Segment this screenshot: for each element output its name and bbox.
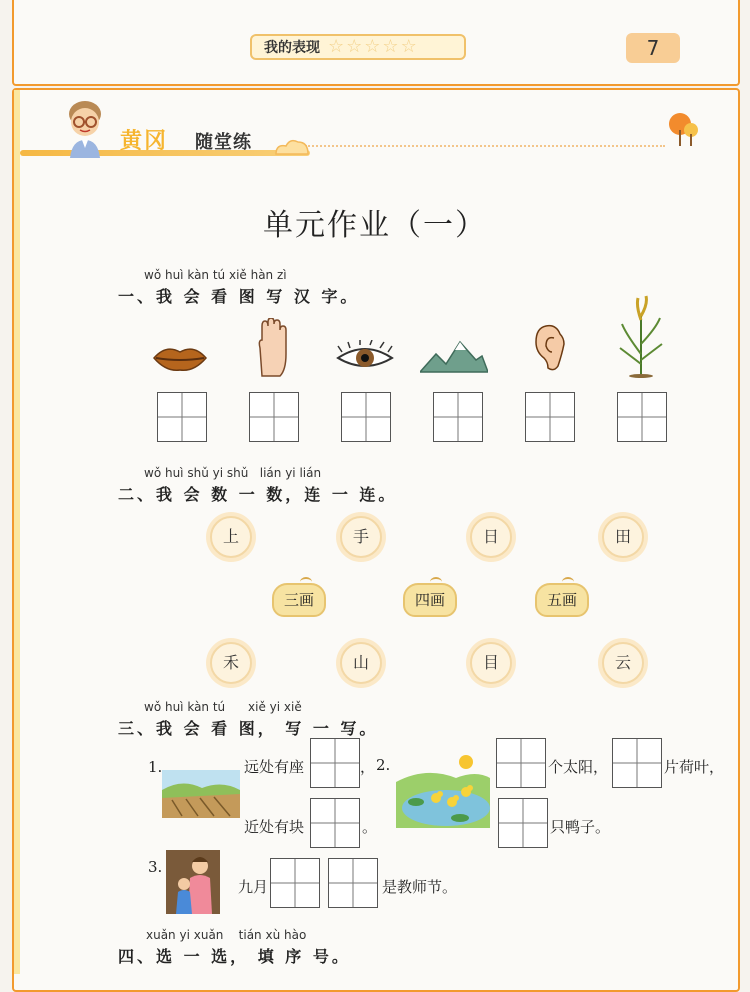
section4-heading: 四、选 一 选， 填 序 号。 — [118, 947, 351, 966]
tree-icon — [666, 110, 702, 150]
performance-rating — [250, 34, 466, 60]
section1-heading: 一、我 会 看 图 写 汉 字。 — [118, 287, 360, 306]
stroke-count-option[interactable]: 五画 — [535, 583, 589, 617]
writing-box-mountain[interactable] — [433, 392, 483, 442]
banner-title: 随堂练 — [195, 132, 252, 153]
item2-text-leaf: 片荷叶， — [664, 758, 725, 776]
field-scene-image — [162, 770, 240, 818]
stroke-count-option[interactable]: 四画 — [403, 583, 457, 617]
cloud-icon — [272, 136, 312, 156]
writing-box-eye[interactable] — [341, 392, 391, 442]
section3-pinyin: wǒ huì kàn tú xiě yi xiě — [144, 700, 302, 714]
char-option-top[interactable]: 田 — [602, 516, 644, 558]
writing-box-item1-b[interactable] — [310, 798, 360, 848]
page-number: 7 — [626, 33, 680, 63]
writing-box-item2-sun[interactable] — [496, 738, 546, 788]
writing-box-hand[interactable] — [249, 392, 299, 442]
item3-text-before: 九月 — [238, 878, 269, 896]
item1-period: 。 — [362, 818, 378, 836]
item2-number: 2. — [376, 756, 391, 774]
section4-pinyin: xuǎn yi xuǎn tián xù hào — [146, 928, 307, 942]
writing-box-item3-a[interactable] — [270, 858, 320, 908]
writing-box-rice[interactable] — [617, 392, 667, 442]
teacher-student-image — [166, 850, 220, 914]
writing-box-item1-a[interactable] — [310, 738, 360, 788]
ear-icon — [534, 324, 566, 372]
writing-box-item3-b[interactable] — [328, 858, 378, 908]
char-option-bottom[interactable]: 目 — [470, 642, 512, 684]
performance-label: 我的表现 — [264, 40, 320, 56]
writing-box-item2-leaf[interactable] — [612, 738, 662, 788]
page-title: 单元作业（一） — [263, 208, 487, 243]
section1-pinyin: wǒ huì kàn tú xiě hàn zì — [144, 268, 287, 282]
section3-heading: 三、我 会 看 图， 写 一 写。 — [118, 719, 379, 738]
writing-box-mouth[interactable] — [157, 392, 207, 442]
writing-box-item2-duck[interactable] — [498, 798, 548, 848]
item3-number: 3. — [148, 858, 163, 876]
eye-icon — [336, 340, 394, 374]
teacher-avatar-icon — [62, 98, 108, 158]
star-icon: ☆ — [346, 36, 363, 57]
writing-box-ear[interactable] — [525, 392, 575, 442]
rice-plant-icon — [616, 294, 666, 378]
item1-line1: 远处有座 — [244, 758, 305, 776]
star-icon: ☆ — [382, 36, 399, 57]
pond-ducks-image — [396, 752, 490, 828]
section2-pinyin: wǒ huì shǔ yi shǔ lián yi lián — [144, 466, 322, 480]
char-option-bottom[interactable]: 云 — [602, 642, 644, 684]
section2-heading: 二、我 会 数 一 数，连 一 连。 — [118, 485, 398, 504]
banner-dotted-line — [305, 145, 665, 147]
char-option-bottom[interactable]: 禾 — [210, 642, 252, 684]
char-option-bottom[interactable]: 山 — [340, 642, 382, 684]
mouth-icon — [150, 340, 210, 376]
item1-number: 1. — [148, 758, 163, 776]
char-option-top[interactable]: 手 — [340, 516, 382, 558]
item2-text-duck: 只鸭子。 — [550, 818, 611, 836]
hand-icon — [254, 318, 290, 378]
stroke-count-option[interactable]: 三画 — [272, 583, 326, 617]
char-option-top[interactable]: 日 — [470, 516, 512, 558]
item1-comma: ， — [360, 758, 376, 776]
star-icon: ☆ — [364, 36, 381, 57]
star-icon: ☆ — [328, 36, 345, 57]
item2-text-sun: 个太阳， — [548, 758, 609, 776]
star-icon: ☆ — [400, 36, 417, 57]
char-option-top[interactable]: 上 — [210, 516, 252, 558]
item1-line2: 近处有块 — [244, 818, 305, 836]
banner-brand: 黄冈 — [120, 129, 169, 154]
mountain-icon — [420, 338, 488, 374]
item3-text-after: 是教师节。 — [382, 878, 458, 896]
